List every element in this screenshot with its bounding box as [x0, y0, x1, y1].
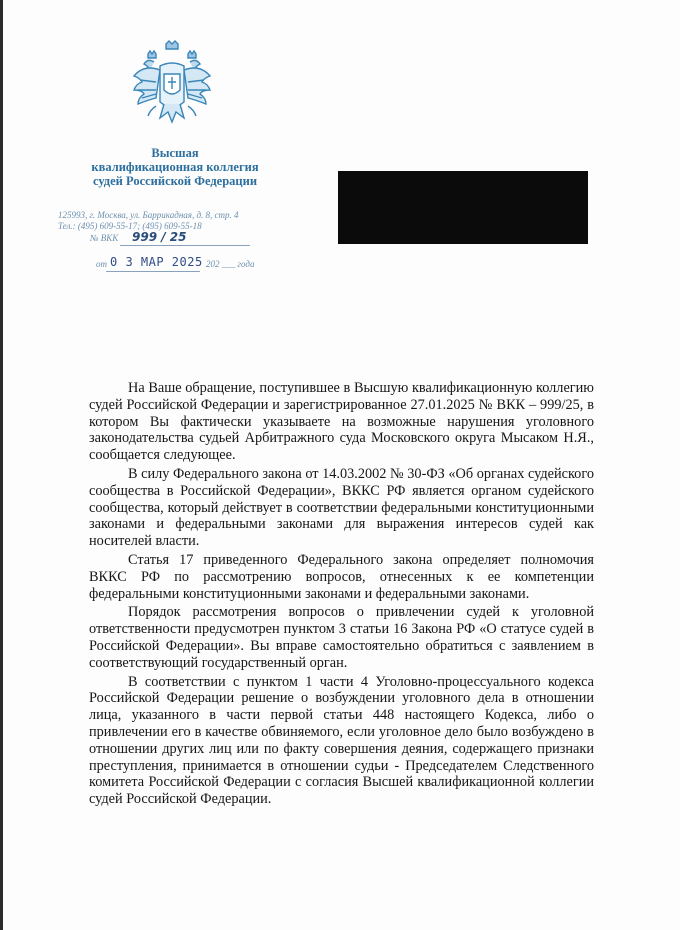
date-stamp: 0 3 МАР 2025 — [110, 255, 203, 269]
reference-number: 999 / 25 — [132, 230, 187, 244]
paragraph: В силу Федерального закона от 14.03.2002 № 30-ФЗ «Об органах судейского сообщества в Российской Федерации», ВККС РФ является органом судейского сообщества, который действует в соответствии федеральными конституционными законами и федеральными законами для выражения интересов судей как носителей власти. — [89, 465, 594, 550]
address-line-2: Тел.: (495) 609-55-17; (495) 609-55-18 — [58, 220, 202, 231]
date-year-label: 202 ___ года — [206, 259, 255, 269]
reference-number-line — [90, 230, 250, 245]
org-line-3: судей Российской Федерации — [92, 174, 258, 188]
date-line — [96, 255, 266, 271]
org-line-1: Высшая — [151, 146, 199, 160]
paragraph: В соответствии с пунктом 1 части 4 Уголовно-процессуального кодекса Российской Федерации решение о возбуждении уголовного дела в отношении лица, указанного в части первой статьи 448 настоящего Кодекса, либо о привлечении его в качестве обвиняемого, если уголовное дело было возбуждено в отношении других лиц или по факту совершения деяния, содержащего признаки преступления, принимается в отношении судьи - Председателем Следственного комитета Российской Федерации с согласия Высшей квалификационной коллегии судей Российской Федерации. — [89, 673, 594, 808]
address-line-1: 125993, г. Москва, ул. Баррикадная, д. 8, стр. 4 — [58, 210, 239, 220]
double-headed-eagle-emblem — [130, 40, 214, 132]
reference-underline — [120, 245, 250, 246]
letter-body — [89, 380, 594, 810]
date-prefix: от — [96, 259, 107, 269]
scan-edge — [0, 0, 3, 930]
paragraph: Статья 17 приведенного Федерального закона определяет полномочия ВККС РФ по рассмотрению вопросов, отнесенных к ее компетенции федеральными конституционными законами и федеральными законами. — [89, 551, 594, 602]
organization-address — [58, 210, 288, 231]
organization-name — [70, 146, 280, 188]
paragraph: Порядок рассмотрения вопросов о привлечении судей к уголовной ответственности предусмотрен пунктом 3 статьи 16 Закона РФ «О статусе судей в Российской Федерации». Вы вправе самостоятельно обратиться с заявлением в соответствующий государственный орган. — [89, 604, 594, 671]
redacted-recipient-block — [338, 171, 588, 244]
org-line-2: квалификационная коллегия — [91, 160, 259, 174]
date-underline — [106, 271, 200, 272]
paragraph: На Ваше обращение, поступившее в Высшую квалификационную коллегию судей Российской Федерации и зарегистрированное 27.01.2025 № ВКК – 999/25, в котором Вы фактически указываете на возможные нарушения уголовного законодательства судьей Арбитражного суда Московского округа Мысаком Н.Я., сообщается следующее. — [89, 380, 594, 464]
reference-label: № ВКК — [90, 233, 119, 243]
